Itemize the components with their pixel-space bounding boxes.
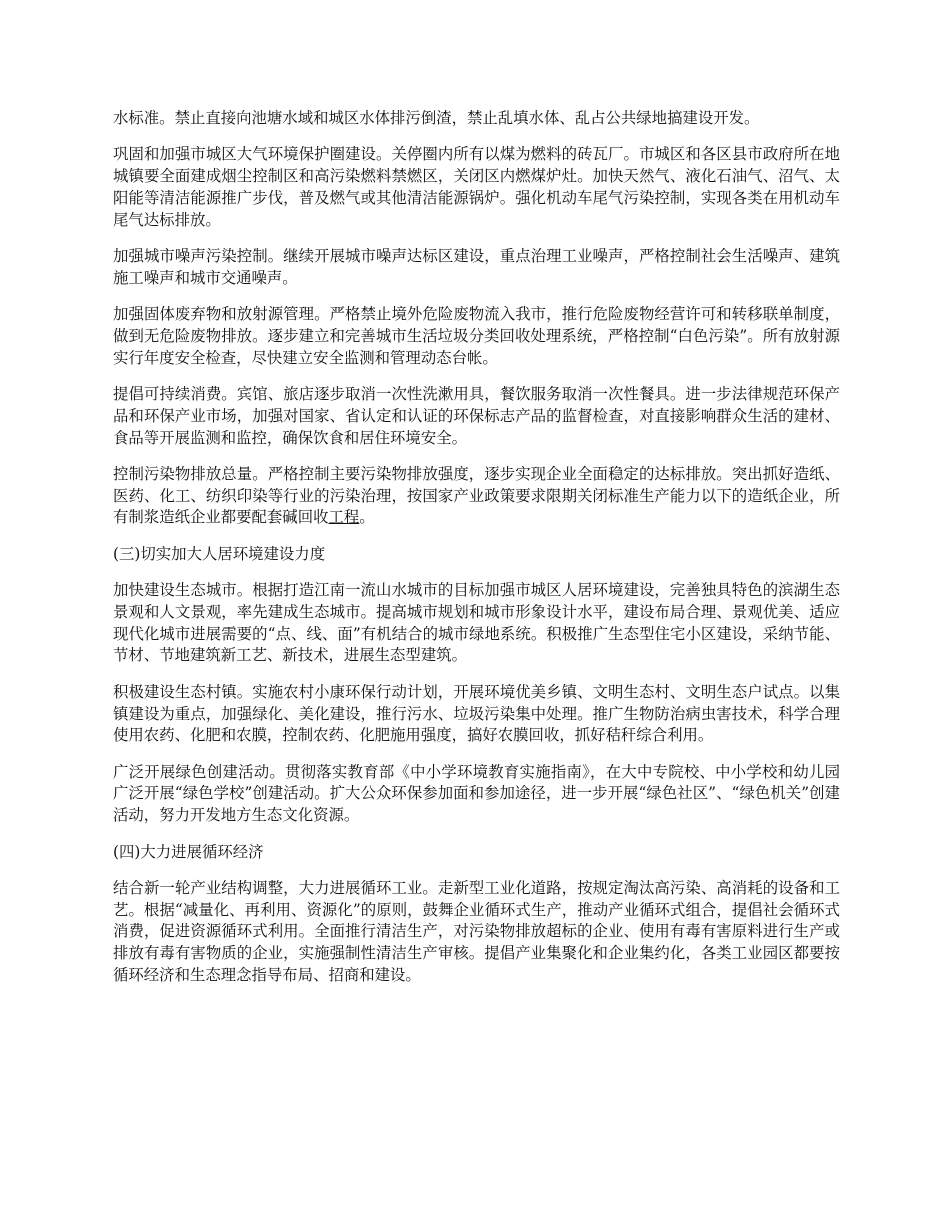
paragraph-eco-village: 积极建设生态村镇。实施农村小康环保行动计划，开展环境优美乡镇、文明生态村、文明生态户试点。以集镇建设为重点，加强绿化、美化建设，推行污水、垃圾污染集中处理。推广生物防治病虫害技术，科学合理使用农药、化肥和农膜，控制农药、化肥施用强度，搞好农膜回收，抓好秸秆综合利用。 <box>113 682 840 745</box>
paragraph-noise-control: 加强城市噪声污染控制。继续开展城市噪声达标区建设，重点治理工业噪声，严格控制社会生活噪声、建筑施工噪声和城市交通噪声。 <box>113 246 840 287</box>
paragraph-air-protection: 巩固和加强市城区大气环境保护圈建设。关停圈内所有以煤为燃料的砖瓦厂。市城区和各区县市政府所在地城镇要全面建成烟尘控制区和高污染燃料禁燃区，关闭区内燃煤炉灶。加快天然气、液化石油气、沼气、太阳能等清洁能源推广步伐，普及燃气或其他清洁能源锅炉。强化机动车尾气污染控制，实现各类在用机动车尾气达标排放。 <box>113 145 840 229</box>
paragraph-pollution-end: 。 <box>359 508 375 527</box>
paragraph-green-campaign: 广泛开展绿色创建活动。贯彻落实教育部《中小学环境教育实施指南》，在大中专院校、中小学校和幼儿园广泛开展“绿色学校”创建活动。扩大公众环保参加面和参加途径，进一步开展“绿色社区”、“绿色机关”创建活动，努力开发地方生态文化资源。 <box>113 762 840 825</box>
paragraph-pollution-total <box>113 464 840 529</box>
paragraph-pollution-text: 控制污染物排放总量。严格控制主要污染物排放强度，逐步实现企业全面稳定的达标排放。突出抓好造纸、医药、化工、纺织印染等行业的污染治理，按国家产业政策要求限期关闭标准生产能力以下的造纸企业，所有制浆造纸企业都要配套碱回收 <box>113 464 840 527</box>
section-heading-3: (三)切实加大人居环境建设力度 <box>113 544 326 563</box>
engineering-link[interactable]: 工程 <box>328 508 360 527</box>
document-page <box>113 108 840 1001</box>
paragraph-circular-industry: 结合新一轮产业结构调整，大力进展循环工业。走新型工业化道路，按规定淘汰高污染、高消耗的设备和工艺。根据“减量化、再利用、资源化”的原则，鼓舞企业循环式生产，推动产业循环式组合，提倡社会循环式消费，促进资源循环式利用。全面推行清洁生产，对污染物排放超标的企业、使用有毒有害原料进行生产或排放有毒有害物质的企业，实施强制性清洁生产审核。提倡产业集聚化和企业集约化，各类工业园区都要按循环经济和生态理念指导布局、招商和建设。 <box>113 878 840 984</box>
paragraph-water-standard: 水标准。禁止直接向池塘水域和城区水体排污倒渣，禁止乱填水体、乱占公共绿地搞建设开发。 <box>113 109 760 127</box>
section-heading-4: (四)大力进展循环经济 <box>113 842 264 861</box>
paragraph-eco-city: 加快建设生态城市。根据打造江南一流山水城市的目标加强市城区人居环境建设，完善独具特色的滨湖生态景观和人文景观，率先建成生态城市。提高城市规划和城市形象设计水平，建设布局合理、景观优美、适应现代化城市进展需要的“点、线、面”有机结合的城市绿地系统。积极推广生态型住宅小区建设，采纳节能、节材、节地建筑新工艺、新技术，进展生态型建筑。 <box>113 581 840 665</box>
paragraph-sustainable-consumption: 提倡可持续消费。宾馆、旅店逐步取消一次性洗漱用具，餐饮服务取消一次性餐具。进一步法律规范环保产品和环保产业市场，加强对国家、省认定和认证的环保标志产品的监督检查，对直接影响群众生活的建材、食品等开展监测和监控，确保饮食和居住环境安全。 <box>113 384 840 447</box>
paragraph-solid-waste: 加强固体废弃物和放射源管理。严格禁止境外危险废物流入我市，推行危险废物经营许可和转移联单制度，做到无危险废物排放。逐步建立和完善城市生活垃圾分类回收处理系统，严格控制“白色污染”。所有放射源实行年度安全检查，尽快建立安全监测和管理动态台帐。 <box>113 305 840 367</box>
